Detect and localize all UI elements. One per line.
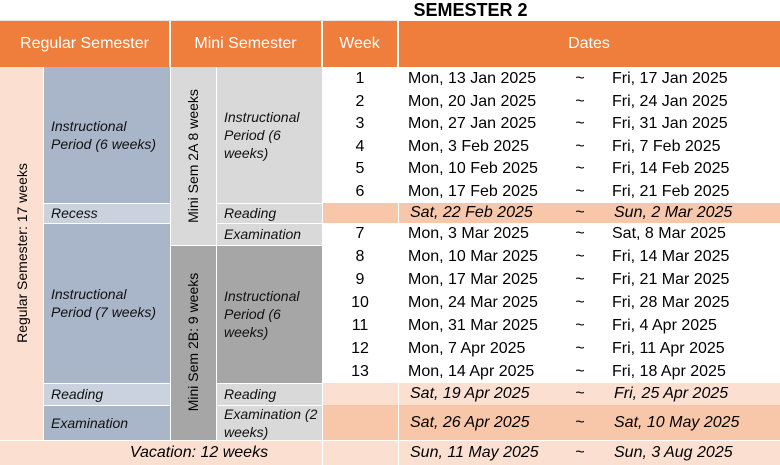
header-regular-semester: Regular Semester (0, 21, 170, 67)
week-date-separator: ~ (558, 203, 602, 223)
week-number: 6 (355, 182, 365, 200)
week-number: 8 (355, 247, 365, 265)
week-end-date: Fri, 11 Apr 2025 (612, 339, 725, 357)
week-date-separator: ~ (575, 160, 585, 177)
week-start-date: Mon, 10 Feb 2025 (408, 160, 538, 177)
header-mini-semester: Mini Semester (170, 21, 322, 67)
divider (216, 245, 322, 246)
week-start-date: Mon, 3 Mar 2025 (408, 225, 529, 242)
week-number: 11 (351, 316, 369, 334)
week-date-separator: ~ (575, 316, 585, 334)
week-number: 13 (351, 362, 369, 380)
week-end-date: Sat, 10 May 2025 (602, 405, 780, 440)
week-number: 4 (355, 137, 365, 155)
week-date-separator: ~ (575, 69, 585, 87)
divider (216, 67, 217, 440)
week-start-date: Mon, 3 Feb 2025 (408, 137, 529, 155)
divider (170, 245, 216, 246)
vacation-end: Sun, 3 Aug 2025 (602, 440, 780, 465)
week-number: 2 (355, 92, 365, 110)
regular-recess: Recess (43, 203, 170, 223)
divider (43, 223, 170, 224)
week-date-separator: ~ (575, 247, 585, 265)
week-start-date: Mon, 20 Jan 2025 (408, 92, 537, 110)
week-end-date: Fri, 28 Mar 2025 (612, 293, 730, 311)
divider (322, 21, 323, 465)
week-start-date: Mon, 13 Jan 2025 (408, 69, 537, 87)
week-date-separator: ~ (575, 92, 585, 110)
divider (216, 383, 322, 384)
page-title: SEMESTER 2 (413, 0, 528, 20)
week-number: 12 (351, 339, 369, 357)
week-number: 9 (355, 270, 365, 288)
mini-2b-reading: Reading (216, 383, 322, 405)
header-week: Week (322, 21, 398, 67)
week-end-date: Fri, 31 Jan 2025 (612, 115, 728, 132)
mini-2b-instructional: Instructional Period (6 weeks) (216, 245, 322, 383)
regular-reading: Reading (43, 383, 170, 405)
week-start-date: Mon, 17 Feb 2025 (408, 182, 538, 200)
week-start-date: Mon, 10 Mar 2025 (408, 247, 538, 265)
divider (43, 67, 44, 440)
week-date-separator: ~ (575, 182, 585, 200)
divider (43, 405, 170, 406)
week-date-separator: ~ (575, 293, 585, 311)
mini-2a-examination: Examination (216, 223, 322, 245)
week-end-date: Fri, 21 Feb 2025 (612, 182, 730, 200)
divider (170, 21, 171, 440)
week-start-date: Sat, 19 Apr 2025 (398, 383, 558, 405)
mini-2a-reading: Reading (216, 203, 322, 223)
divider (216, 405, 322, 406)
week-date-separator: ~ (558, 405, 602, 440)
divider (216, 203, 322, 204)
title-spacer (0, 0, 398, 21)
week-date-separator: ~ (558, 383, 602, 405)
vacation-start: Sun, 11 May 2025 (398, 440, 558, 465)
week-end-date: Fri, 25 Apr 2025 (602, 383, 780, 405)
mini-sem-2b-label: Mini Sem 2B: 9 weeks (185, 272, 201, 412)
week-date-separator: ~ (575, 362, 585, 380)
week-number (322, 203, 398, 223)
vacation-label: Vacation: 12 weeks (0, 440, 398, 465)
mini-2a-instructional: Instructional Period (6 weeks) (216, 67, 322, 203)
week-end-date: Fri, 7 Feb 2025 (612, 137, 721, 155)
week-start-date: Mon, 31 Mar 2025 (408, 316, 538, 334)
week-date-separator: ~ (575, 339, 585, 357)
week-start-date: Mon, 27 Jan 2025 (408, 115, 537, 132)
week-end-date: Fri, 17 Jan 2025 (612, 69, 728, 87)
regular-examination: Examination (43, 405, 170, 440)
week-end-date: Sat, 8 Mar 2025 (612, 225, 726, 242)
week-number: 5 (355, 160, 365, 177)
week-end-date: Fri, 18 Apr 2025 (612, 362, 726, 380)
regular-instructional-2: Instructional Period (7 weeks) (43, 223, 170, 383)
week-start-date: Sat, 26 Apr 2025 (398, 405, 558, 440)
week-start-date: Mon, 24 Mar 2025 (408, 293, 538, 311)
week-start-date: Sat, 22 Feb 2025 (398, 203, 558, 223)
divider (398, 21, 399, 465)
week-date-separator: ~ (575, 137, 585, 155)
week-start-date: Mon, 7 Apr 2025 (408, 339, 526, 357)
divider (216, 223, 322, 224)
week-end-date: Sun, 2 Mar 2025 (602, 203, 780, 223)
week-date-separator: ~ (575, 115, 585, 132)
regular-semester-label: Regular Semester: 17 weeks (14, 163, 30, 343)
vacation-separator: ~ (558, 440, 602, 465)
week-number: 7 (355, 225, 365, 242)
week-start-date: Mon, 14 Apr 2025 (408, 362, 535, 380)
week-date-separator: ~ (575, 225, 585, 242)
divider (0, 440, 780, 441)
week-end-date: Fri, 14 Feb 2025 (612, 160, 730, 177)
week-number: 1 (355, 69, 365, 87)
week-end-date: Fri, 14 Mar 2025 (612, 247, 730, 265)
divider (43, 203, 170, 204)
regular-instructional-1: Instructional Period (6 weeks) (43, 67, 170, 203)
week-number (322, 383, 398, 405)
week-end-date: Fri, 4 Apr 2025 (612, 316, 717, 334)
week-number (322, 405, 398, 440)
week-number: 10 (351, 293, 369, 311)
mini-sem-2a-label: Mini Sem 2A 8 weeks (185, 89, 201, 223)
week-end-date: Fri, 21 Mar 2025 (612, 270, 730, 288)
week-date-separator: ~ (575, 270, 585, 288)
week-end-date: Fri, 24 Jan 2025 (612, 92, 728, 110)
week-start-date: Mon, 17 Mar 2025 (408, 270, 538, 288)
mini-2b-examination: Examination (2 weeks) (216, 405, 322, 440)
week-number: 3 (355, 115, 365, 132)
header-dates: Dates (398, 21, 780, 67)
divider (43, 383, 170, 384)
